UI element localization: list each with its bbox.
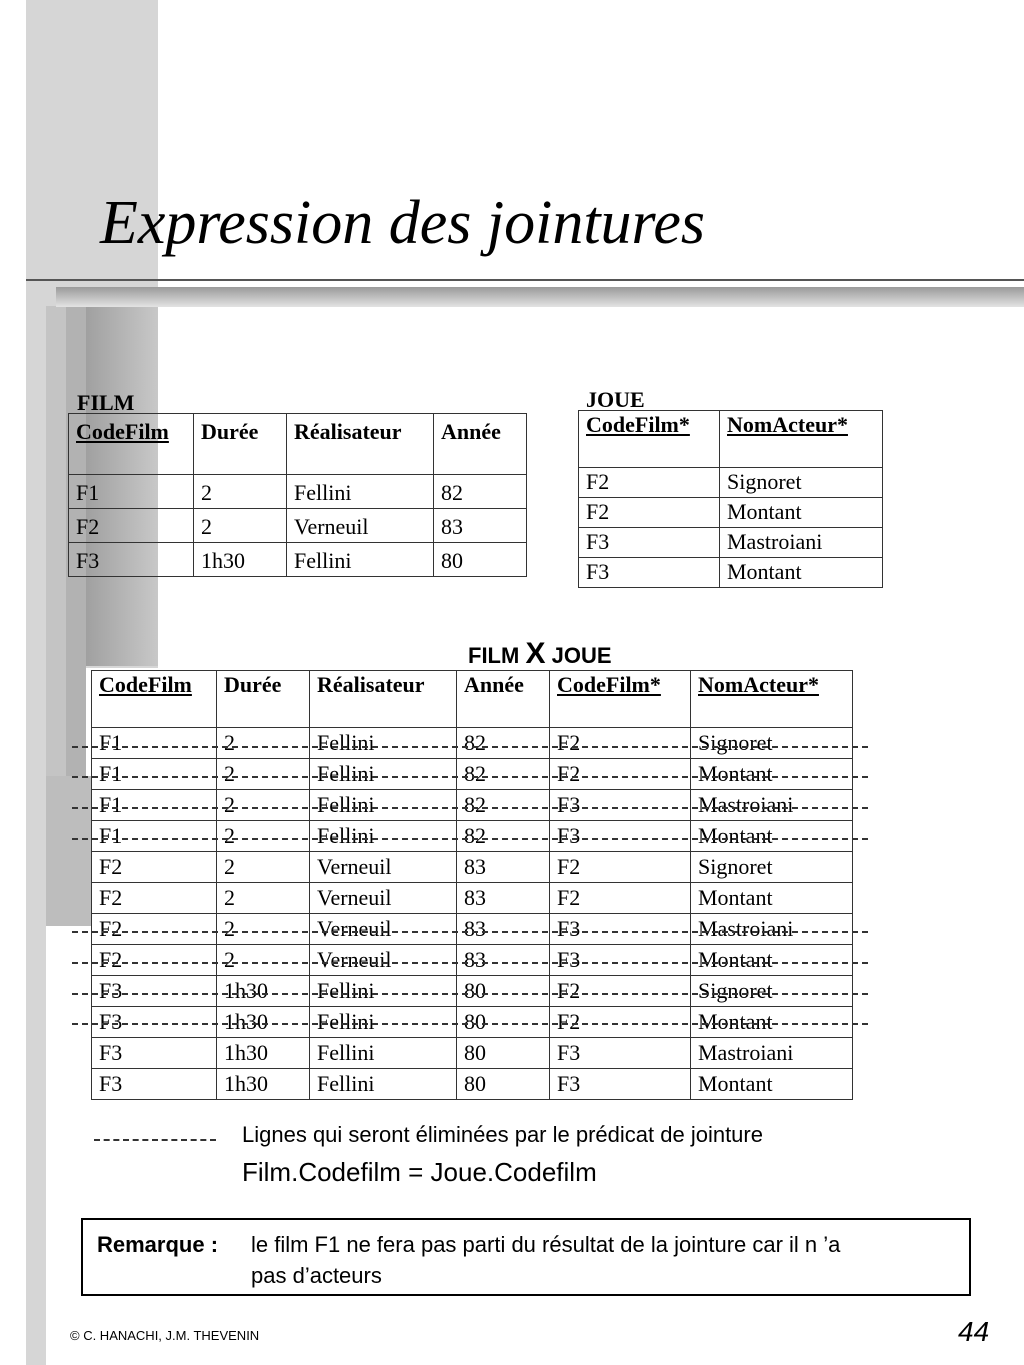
table-cell: Montant (691, 759, 853, 790)
table-cell: F2 (550, 883, 691, 914)
table-cell: 2 (217, 728, 310, 759)
table-cell: F2 (550, 852, 691, 883)
elimination-strike-line (72, 1023, 868, 1025)
copyright: © C. HANACHI, J.M. THEVENIN (70, 1328, 260, 1343)
elimination-strike-line (72, 838, 868, 840)
cross-label-left: FILM (468, 643, 520, 668)
table-cell: Signoret (691, 976, 853, 1007)
table-cell: F2 (579, 498, 720, 528)
header-cell: CodeFilm* (579, 411, 720, 468)
table-cell: Fellini (310, 976, 457, 1007)
legend-text: Lignes qui seront éliminées par le prédicat de jointure (242, 1122, 763, 1147)
table-cell: 80 (434, 543, 527, 577)
table-cell: Montant (691, 1007, 853, 1038)
table-cell: 80 (457, 1069, 550, 1100)
join-predicate: Film.Codefilm = Joue.Codefilm (242, 1157, 597, 1187)
header-cell: Réalisateur (287, 414, 434, 475)
table-cell: Fellini (287, 475, 434, 509)
table-cell: 2 (217, 883, 310, 914)
table-cell: F2 (579, 468, 720, 498)
table-cell: F2 (92, 883, 217, 914)
header-cell: NomActeur* (691, 671, 853, 728)
table-cell: Fellini (310, 759, 457, 790)
cross-product-label (468, 637, 612, 671)
table-cell: F3 (550, 914, 691, 945)
table-cell: 2 (217, 821, 310, 852)
table-row (69, 509, 527, 543)
table-cell: F3 (579, 528, 720, 558)
film-table (68, 413, 527, 577)
table-cell: Montant (691, 945, 853, 976)
header-cell: Durée (217, 671, 310, 728)
table-header-row (69, 414, 527, 475)
table-cell: F3 (69, 543, 194, 577)
table-cell: Montant (691, 821, 853, 852)
table-cell: F2 (92, 914, 217, 945)
table-cell: 83 (457, 945, 550, 976)
table-cell: F3 (550, 1069, 691, 1100)
table-cell: Montant (691, 1069, 853, 1100)
table-cell: F3 (92, 1038, 217, 1069)
table-cell: Fellini (310, 790, 457, 821)
table-cell: Fellini (310, 1007, 457, 1038)
table-cell: F2 (550, 728, 691, 759)
table-cell: F2 (550, 1007, 691, 1038)
table-cell: 2 (217, 945, 310, 976)
table-cell: Fellini (310, 728, 457, 759)
table-cell: F1 (92, 790, 217, 821)
table-cell: F2 (550, 759, 691, 790)
legend-dash-sample (94, 1139, 216, 1141)
decor-bar-2 (26, 668, 46, 1365)
table-cell: 2 (194, 475, 287, 509)
table-cell: 1h30 (217, 976, 310, 1007)
elimination-strike-line (72, 931, 868, 933)
remark-text-line-2: pas d’acteurs (251, 1263, 382, 1288)
table-cell: Verneuil (310, 914, 457, 945)
table-cell: 82 (457, 728, 550, 759)
title-rule (26, 279, 1024, 281)
joue-table-label: JOUE (586, 387, 645, 412)
header-cell: Année (434, 414, 527, 475)
table-row (92, 1069, 853, 1100)
table-cell: Fellini (310, 821, 457, 852)
table-row (579, 468, 883, 498)
table-cell: Verneuil (310, 852, 457, 883)
table-cell: Fellini (310, 1069, 457, 1100)
page-number: 44 (958, 1316, 990, 1347)
table-cell: Fellini (310, 1038, 457, 1069)
table-cell: Mastroiani (720, 528, 883, 558)
table-cell: Signoret (720, 468, 883, 498)
table-cell: 2 (217, 852, 310, 883)
table-cell: F2 (550, 976, 691, 1007)
table-cell: 1h30 (217, 1038, 310, 1069)
film-table-label: FILM (77, 390, 135, 415)
table-row (92, 914, 853, 945)
table-cell: F3 (92, 1069, 217, 1100)
table-cell: Montant (691, 883, 853, 914)
table-cell: 2 (217, 759, 310, 790)
table-cell: F3 (550, 945, 691, 976)
table-cell: Montant (720, 558, 883, 588)
table-cell: F1 (92, 759, 217, 790)
table-cell: F3 (92, 976, 217, 1007)
joue-table (578, 410, 883, 588)
elimination-strike-line (72, 746, 868, 748)
table-cell: Verneuil (287, 509, 434, 543)
table-cell: Signoret (691, 852, 853, 883)
header-cell: Durée (194, 414, 287, 475)
table-row (69, 543, 527, 577)
table-cell: Montant (720, 498, 883, 528)
table-cell: 2 (217, 790, 310, 821)
table-row (92, 1007, 853, 1038)
header-cell: CodeFilm (69, 414, 194, 475)
table-cell: 80 (457, 1038, 550, 1069)
table-row (92, 759, 853, 790)
table-cell: Signoret (691, 728, 853, 759)
remark-box (81, 1218, 971, 1296)
table-header-row (579, 411, 883, 468)
table-cell: Fellini (287, 543, 434, 577)
table-row (92, 728, 853, 759)
remark-label: Remarque : (97, 1232, 219, 1257)
table-cell: 82 (457, 759, 550, 790)
decor-band (56, 287, 1024, 307)
slide-title: Expression des jointures (100, 189, 706, 257)
table-cell: F2 (92, 945, 217, 976)
table-cell: 82 (457, 821, 550, 852)
table-cell: F2 (92, 852, 217, 883)
table-cell: 83 (457, 883, 550, 914)
table-row (92, 852, 853, 883)
table-row (92, 821, 853, 852)
header-cell: Réalisateur (310, 671, 457, 728)
table-cell: 2 (194, 509, 287, 543)
table-cell: 80 (457, 1007, 550, 1038)
cross-product-table (91, 670, 853, 1100)
table-row (92, 883, 853, 914)
table-cell: F3 (550, 821, 691, 852)
table-row (579, 558, 883, 588)
table-cell: 83 (457, 914, 550, 945)
table-cell: Mastroiani (691, 1038, 853, 1069)
table-cell: F3 (579, 558, 720, 588)
elimination-strike-line (72, 962, 868, 964)
table-cell: F1 (92, 728, 217, 759)
table-cell: F1 (69, 475, 194, 509)
table-cell: F1 (92, 821, 217, 852)
table-cell: Mastroiani (691, 914, 853, 945)
header-cell: CodeFilm (92, 671, 217, 728)
table-cell: Verneuil (310, 883, 457, 914)
table-row (92, 976, 853, 1007)
table-row (579, 528, 883, 558)
header-cell: NomActeur* (720, 411, 883, 468)
table-row (69, 475, 527, 509)
header-cell: Année (457, 671, 550, 728)
table-cell: 1h30 (217, 1007, 310, 1038)
cross-label-x: X (525, 637, 546, 670)
remark-text-line-1: le film F1 ne fera pas parti du résultat de la jointure car il n ’a (251, 1232, 841, 1257)
table-cell: 83 (457, 852, 550, 883)
table-cell: 83 (434, 509, 527, 543)
table-cell: F3 (550, 1038, 691, 1069)
header-cell: CodeFilm* (550, 671, 691, 728)
table-cell: 1h30 (217, 1069, 310, 1100)
table-row (579, 498, 883, 528)
table-row (92, 1038, 853, 1069)
table-cell: Mastroiani (691, 790, 853, 821)
elimination-strike-line (72, 993, 868, 995)
table-cell: 82 (434, 475, 527, 509)
table-cell: F2 (69, 509, 194, 543)
table-cell: Verneuil (310, 945, 457, 976)
cross-label-right: JOUE (551, 643, 612, 668)
elimination-strike-line (72, 776, 868, 778)
table-row (92, 945, 853, 976)
table-header-row (92, 671, 853, 728)
elimination-strike-line (72, 807, 868, 809)
decor-bar-3 (46, 306, 66, 776)
table-cell: F3 (550, 790, 691, 821)
table-cell: 1h30 (194, 543, 287, 577)
table-row (92, 790, 853, 821)
table-cell: 80 (457, 976, 550, 1007)
table-cell: 2 (217, 914, 310, 945)
table-cell: F3 (92, 1007, 217, 1038)
table-cell: 82 (457, 790, 550, 821)
decor-bar-6 (46, 776, 91, 926)
